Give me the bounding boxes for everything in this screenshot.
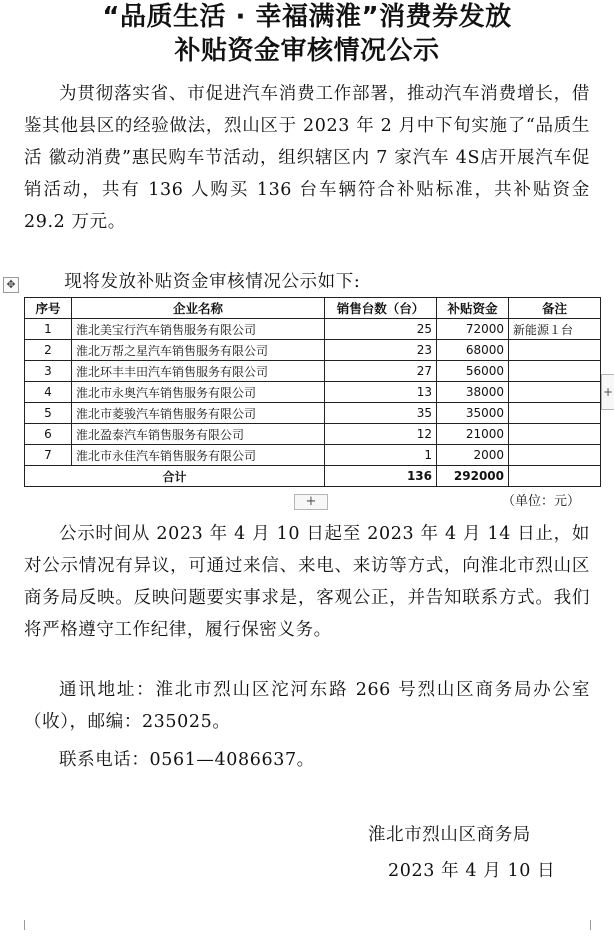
table-row	[25, 403, 601, 424]
header-sales-count: 销售台数（台）	[325, 298, 437, 319]
cell-sales-count: 13	[325, 382, 437, 403]
cell-company-name: 淮北环丰丰田汽车销售服务有限公司	[72, 361, 325, 382]
table-row	[25, 445, 601, 466]
page-corner-mark	[14, 920, 25, 930]
cell-no: 4	[25, 382, 72, 403]
cell-note	[509, 340, 601, 361]
cell-note	[509, 445, 601, 466]
table-row	[25, 340, 601, 361]
cell-company-name: 淮北万帮之星汽车销售服务有限公司	[72, 340, 325, 361]
cell-sales-count: 12	[325, 424, 437, 445]
cell-subsidy-amount: 72000	[437, 319, 509, 340]
cell-company-name: 淮北市菱骏汽车销售服务有限公司	[72, 403, 325, 424]
total-note	[509, 466, 601, 487]
add-row-button[interactable]: +	[294, 494, 328, 510]
header-subsidy-amount: 补贴资金	[437, 298, 509, 319]
cell-subsidy-amount: 56000	[437, 361, 509, 382]
cell-subsidy-amount: 68000	[437, 340, 509, 361]
table-row	[25, 361, 601, 382]
table-row	[25, 424, 601, 445]
cell-sales-count: 27	[325, 361, 437, 382]
cell-subsidy-amount: 2000	[437, 445, 509, 466]
cell-note	[509, 403, 601, 424]
cell-no: 1	[25, 319, 72, 340]
document-title-line-1: “品质生活 · 幸福满淮”消费券发放	[102, 2, 512, 32]
header-company-name: 企业名称	[72, 298, 325, 319]
table-row	[25, 382, 601, 403]
cell-note: 新能源１台	[509, 319, 601, 340]
cell-sales-count: 1	[325, 445, 437, 466]
cell-no: 3	[25, 361, 72, 382]
cell-no: 5	[25, 403, 72, 424]
cell-note	[509, 361, 601, 382]
table-row	[25, 319, 601, 340]
cell-sales-count: 35	[325, 403, 437, 424]
intro-paragraph: 为贯彻落实省、市促进汽车消费工作部署，推动汽车消费增长，借鉴其他县区的经验做法，烈山区于 2023 年 2 月中下旬实施了“品质生活 徽动消费”惠民购车节活动，组织辖区内 7 家汽车 4S店开展汽车促销活动，共有 136 人购买 136 台车辆符合补贴标准，共补贴资金 29.2 万元。	[24, 84, 590, 232]
publicity-period-paragraph: 公示时间从 2023 年 4 月 10 日起至 2023 年 4 月 14 日止，如对公示情况有异议，可通过来信、来电、来访等方式，向淮北市烈山区商务局反映。反映问题要实事求是，客观公正，并告知联系方式。我们将严格遵守工作纪律，履行保密义务。	[24, 524, 590, 640]
cell-company-name: 淮北美宝行汽车销售服务有限公司	[72, 319, 325, 340]
page-corner-mark	[590, 920, 601, 930]
header-no: 序号	[25, 298, 72, 319]
cell-company-name: 淮北市永佳汽车销售服务有限公司	[72, 445, 325, 466]
table-move-handle-icon[interactable]: ✥	[3, 277, 19, 293]
signature-organization: 淮北市烈山区商务局	[368, 825, 531, 845]
cell-no: 7	[25, 445, 72, 466]
header-note: 备注	[509, 298, 601, 319]
cell-company-name: 淮北市永奥汽车销售服务有限公司	[72, 382, 325, 403]
address-paragraph: 通讯地址：淮北市烈山区沱河东路 266 号烈山区商务局办公室（收），邮编：235025。	[24, 680, 590, 732]
cell-no: 2	[25, 340, 72, 361]
document-title-line-2: 补贴资金审核情况公示	[174, 36, 440, 66]
cell-no: 6	[25, 424, 72, 445]
add-column-button[interactable]: +	[601, 374, 614, 410]
total-subsidy-amount: 292000	[437, 466, 509, 487]
table-total-row	[25, 466, 601, 487]
total-sales-count: 136	[325, 466, 437, 487]
cell-company-name: 淮北盈泰汽车销售服务有限公司	[72, 424, 325, 445]
table-header-row	[25, 298, 601, 319]
cell-sales-count: 23	[325, 340, 437, 361]
cell-sales-count: 25	[325, 319, 437, 340]
total-label: 合计	[25, 466, 325, 487]
phone-paragraph: 联系电话：0561—4086637。	[59, 750, 315, 770]
cell-note	[509, 382, 601, 403]
cell-subsidy-amount: 21000	[437, 424, 509, 445]
subsidy-table	[24, 297, 601, 487]
table-unit-note: （单位：元）	[501, 494, 580, 509]
signature-date: 2023 年 4 月 10 日	[388, 861, 556, 881]
cell-subsidy-amount: 35000	[437, 403, 509, 424]
cell-subsidy-amount: 38000	[437, 382, 509, 403]
table-lead-paragraph: 现将发放补贴资金审核情况公示如下:	[64, 272, 361, 292]
cell-note	[509, 424, 601, 445]
